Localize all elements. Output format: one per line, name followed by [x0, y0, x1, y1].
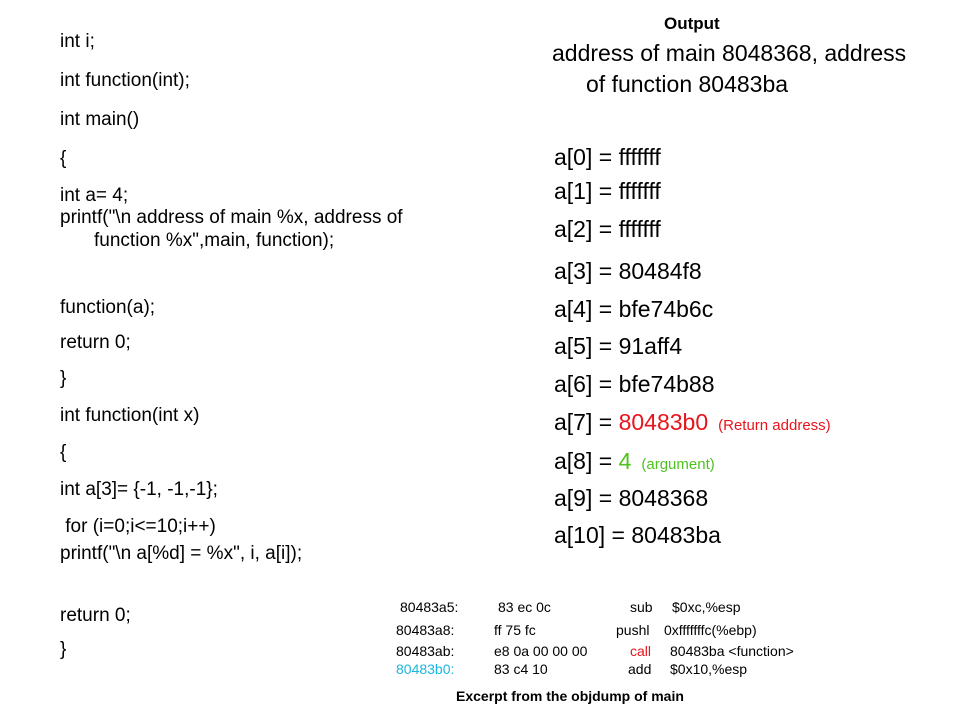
output-row: [554, 483, 708, 514]
objdump-bytes: 83 c4 10: [494, 661, 548, 677]
row-prefix: a[9] =: [554, 485, 619, 511]
objdump-bytes: e8 0a 00 00 00: [494, 643, 588, 659]
row-prefix: a[1] =: [554, 178, 619, 204]
objdump-bytes: ff 75 fc: [494, 622, 536, 638]
objdump-operands: 80483ba <function>: [670, 643, 794, 659]
objdump-mnemonic: sub: [630, 599, 653, 615]
row-prefix: a[8] =: [554, 448, 619, 474]
code-line: int main(): [60, 109, 140, 130]
code-line: printf("\n address of main %x, address of function %x",main, function);: [60, 207, 403, 251]
code-line: function(a);: [60, 297, 156, 318]
output-row: [554, 331, 682, 362]
code-line: return 0;: [60, 332, 131, 353]
objdump-address: 80483a5:: [400, 599, 459, 615]
row-value: bfe74b6c: [618, 296, 714, 322]
output-title: Output: [664, 14, 720, 33]
objdump-bytes: 83 ec 0c: [498, 599, 551, 615]
objdump-address: 80483b0:: [396, 661, 455, 677]
code-line: int i;: [60, 31, 95, 52]
row-value: fffffff: [618, 216, 661, 242]
output-row: [554, 446, 715, 480]
code-line: {: [60, 148, 67, 169]
output-row: [554, 520, 721, 551]
row-prefix: a[10] =: [554, 522, 632, 548]
objdump-address: 80483a8:: [396, 622, 455, 638]
row-prefix: a[4] =: [554, 296, 619, 322]
code-line: int a= 4;: [60, 185, 129, 206]
objdump-address: 80483ab:: [396, 643, 455, 659]
code-line: int function(int x): [60, 405, 200, 426]
code-line: int a[3]= {-1, -1,-1};: [60, 479, 218, 500]
objdump-caption: Excerpt from the objdump of main: [456, 688, 684, 704]
row-prefix: a[2] =: [554, 216, 619, 242]
code-line: }: [60, 368, 67, 389]
objdump-operands: 0xfffffffc(%ebp): [664, 622, 757, 638]
code-line: }: [60, 639, 67, 660]
argument-note: (argument): [641, 456, 715, 473]
output-row: [554, 369, 715, 400]
output-row: [554, 214, 661, 245]
objdump-mnemonic: call: [630, 643, 652, 659]
row-value: fffffff: [618, 178, 661, 204]
objdump-operands: $0x10,%esp: [670, 661, 748, 677]
objdump-mnemonic: pushl: [616, 622, 650, 638]
output-row: [554, 142, 661, 173]
code-line: {: [60, 442, 67, 463]
code-line: return 0;: [60, 605, 131, 626]
row-value: fffffff: [618, 144, 661, 170]
return-address-note: (Return address): [718, 417, 831, 434]
row-prefix: a[0] =: [554, 144, 619, 170]
row-value: 8048368: [618, 485, 709, 511]
row-prefix: a[5] =: [554, 333, 619, 359]
argument-value: 4: [618, 448, 632, 474]
objdump-mnemonic: add: [628, 661, 652, 677]
output-row: [554, 256, 702, 287]
row-value: 80483ba: [631, 522, 721, 548]
row-value: 91aff4: [618, 333, 683, 359]
code-line: int function(int);: [60, 70, 190, 91]
code-line: printf("\n a[%d] = %x", i, a[i]);: [60, 543, 303, 564]
return-address-value: 80483b0: [618, 409, 709, 435]
row-prefix: a[6] =: [554, 371, 619, 397]
objdump-operands: $0xc,%esp: [672, 599, 741, 615]
output-intro: address of main 8048368, address of function 80483ba: [552, 40, 907, 97]
row-value: bfe74b88: [618, 371, 715, 397]
row-prefix: a[3] =: [554, 258, 619, 284]
output-row: [554, 294, 713, 325]
output-row: [554, 407, 831, 441]
row-value: 80484f8: [618, 258, 702, 284]
row-prefix: a[7] =: [554, 409, 619, 435]
code-line: for (i=0;i<=10;i++): [60, 516, 216, 537]
output-row: [554, 176, 661, 207]
